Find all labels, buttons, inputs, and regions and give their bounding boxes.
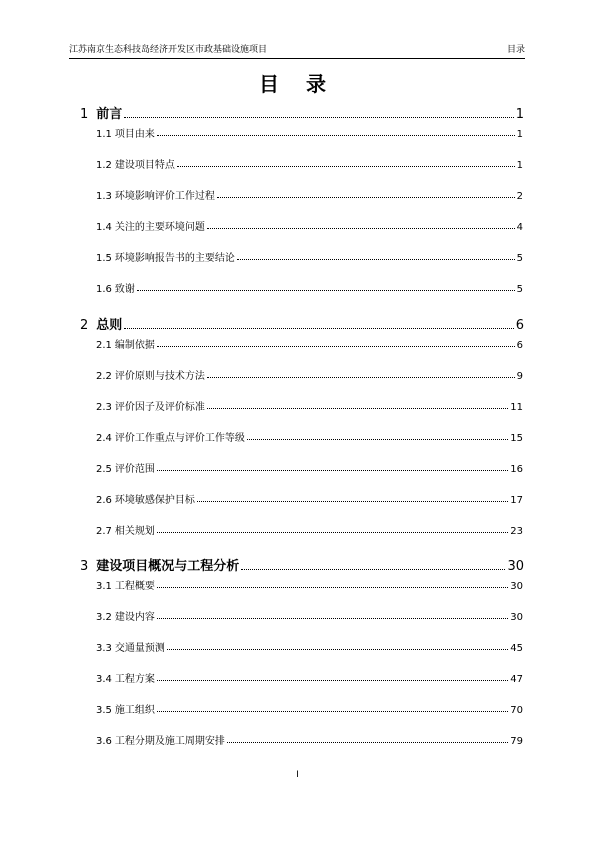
toc-entry-number: 1.6 [96, 284, 112, 295]
toc-entry-label: 环境影响报告书的主要结论 [114, 253, 235, 264]
page-number: I [296, 770, 299, 780]
toc-entry-page: 6 [515, 318, 524, 333]
toc-entry-number: 2.3 [96, 402, 112, 413]
toc-dot-leader [157, 680, 508, 681]
toc-entry-page: 30 [507, 559, 524, 574]
toc-entry-label: 环境敏感保护目标 [114, 495, 195, 506]
toc-entry-page: 23 [510, 526, 523, 537]
toc-dot-leader [247, 439, 508, 440]
toc-entry-number: 2.7 [96, 526, 112, 537]
toc-entry-number: 2.6 [96, 495, 112, 506]
toc-entry-number: 3.3 [96, 643, 112, 654]
toc-entry-label: 项目由来 [114, 129, 155, 140]
toc-entry-label: 评价原则与技术方法 [114, 371, 205, 382]
toc-entry-page: 1 [516, 160, 523, 171]
toc-entry-label: 总则 [96, 318, 123, 333]
toc-dot-leader [157, 470, 508, 471]
toc-section-entry[interactable] [96, 460, 523, 474]
toc-entry-page: 9 [516, 371, 523, 382]
toc-entry-label: 相关规划 [114, 526, 155, 537]
toc-dot-leader [227, 742, 508, 743]
toc-entry-page: 30 [510, 612, 523, 623]
toc-entry-label: 评价范围 [114, 464, 155, 475]
toc-section-entry[interactable] [96, 639, 523, 653]
toc-dot-leader [157, 587, 508, 588]
toc-entry-page: 79 [510, 736, 523, 747]
toc-entry-number: 3.1 [96, 581, 112, 592]
toc-entry-number: 3.4 [96, 674, 112, 685]
toc-entry-page: 1 [516, 129, 523, 140]
toc-section-entry[interactable] [96, 187, 523, 201]
toc-chapter-entry[interactable] [80, 103, 524, 121]
toc-dot-leader [157, 532, 508, 533]
toc-dot-leader [157, 135, 515, 136]
toc-dot-leader [157, 618, 508, 619]
toc-entry-label: 工程分期及施工周期安排 [114, 736, 225, 747]
toc-entry-page: 4 [516, 222, 523, 233]
toc-section-entry[interactable] [96, 367, 523, 381]
toc-entry-number: 1.3 [96, 191, 112, 202]
toc-entry-page: 5 [516, 253, 523, 264]
toc-entry-label: 评价工作重点与评价工作等级 [114, 433, 245, 444]
toc-entry-label: 建设项目特点 [114, 160, 175, 171]
toc-dot-leader [217, 197, 515, 198]
toc-entry-label: 施工组织 [114, 705, 155, 716]
toc-section-entry[interactable] [96, 336, 523, 350]
toc-dot-leader [197, 501, 508, 502]
toc-entry-number: 1.5 [96, 253, 112, 264]
toc-section-entry[interactable] [96, 125, 523, 139]
toc-chapter-entry[interactable] [80, 555, 524, 573]
toc-section-entry[interactable] [96, 577, 523, 591]
toc-entry-label: 环境影响评价工作过程 [114, 191, 215, 202]
toc-dot-leader [177, 166, 515, 167]
toc-entry-number: 2.4 [96, 433, 112, 444]
toc-section-entry[interactable] [96, 249, 523, 263]
toc-entry-number: 2.2 [96, 371, 112, 382]
toc-entry-page: 1 [515, 107, 524, 122]
header-section-name: 目录 [506, 45, 525, 55]
toc-section-entry[interactable] [96, 522, 523, 536]
toc-entry-page: 17 [510, 495, 523, 506]
toc-entry-label: 建设项目概况与工程分析 [96, 559, 240, 574]
header-project-title: 江苏南京生态科技岛经济开发区市政基础设施项目 [69, 45, 268, 55]
toc-entry-page: 6 [516, 340, 523, 351]
toc-chapter-entry[interactable] [80, 314, 524, 332]
toc-entry-number: 1.2 [96, 160, 112, 171]
toc-entry-number: 2.5 [96, 464, 112, 475]
toc-entry-page: 2 [516, 191, 523, 202]
toc-entry-page: 16 [510, 464, 523, 475]
toc-dot-leader [237, 259, 515, 260]
toc-section-entry[interactable] [96, 732, 523, 746]
toc-entry-number: 2.1 [96, 340, 112, 351]
toc-dot-leader [157, 711, 508, 712]
page-title: 目 录 [259, 72, 336, 96]
toc-dot-leader [167, 649, 508, 650]
toc-entry-label: 致谢 [114, 284, 135, 295]
toc-entry-label: 建设内容 [114, 612, 155, 623]
toc-entry-number: 1.4 [96, 222, 112, 233]
toc-dot-leader [207, 228, 515, 229]
toc-section-entry[interactable] [96, 608, 523, 622]
toc-entry-number: 3.2 [96, 612, 112, 623]
toc-entry-number: 3.5 [96, 705, 112, 716]
toc-entry-label: 交通量预测 [114, 643, 165, 654]
toc-entry-number: 1.1 [96, 129, 112, 140]
toc-dot-leader [207, 377, 515, 378]
toc-entry-number: 3.6 [96, 736, 112, 747]
toc-section-entry[interactable] [96, 701, 523, 715]
toc-entry-number: 2 [80, 318, 89, 333]
toc-entry-label: 前言 [96, 107, 123, 122]
toc-entry-number: 3 [80, 559, 89, 574]
toc-entry-label: 评价因子及评价标准 [114, 402, 205, 413]
toc-entry-page: 45 [510, 643, 523, 654]
toc-entry-page: 15 [510, 433, 523, 444]
toc-dot-leader [157, 346, 515, 347]
toc-dot-leader [241, 569, 505, 570]
toc-section-entry[interactable] [96, 491, 523, 505]
toc-section-entry[interactable] [96, 156, 523, 170]
toc-entry-number: 1 [80, 107, 89, 122]
toc-dot-leader [207, 408, 508, 409]
toc-entry-page: 47 [510, 674, 523, 685]
toc-section-entry[interactable] [96, 218, 523, 232]
toc-section-entry[interactable] [96, 280, 523, 294]
toc-entry-label: 工程方案 [114, 674, 155, 685]
toc-section-entry[interactable] [96, 670, 523, 684]
toc-entry-label: 编制依据 [114, 340, 155, 351]
toc-section-entry[interactable] [96, 398, 523, 412]
toc-entry-page: 11 [510, 402, 523, 413]
toc-dot-leader [137, 290, 515, 291]
toc-entry-page: 70 [510, 705, 523, 716]
toc-entry-label: 关注的主要环境问题 [114, 222, 205, 233]
toc-dot-leader [124, 328, 513, 329]
toc-entry-label: 工程概要 [114, 581, 155, 592]
toc-entry-page: 5 [516, 284, 523, 295]
toc-entry-page: 30 [510, 581, 523, 592]
toc-section-entry[interactable] [96, 429, 523, 443]
toc-dot-leader [124, 117, 513, 118]
